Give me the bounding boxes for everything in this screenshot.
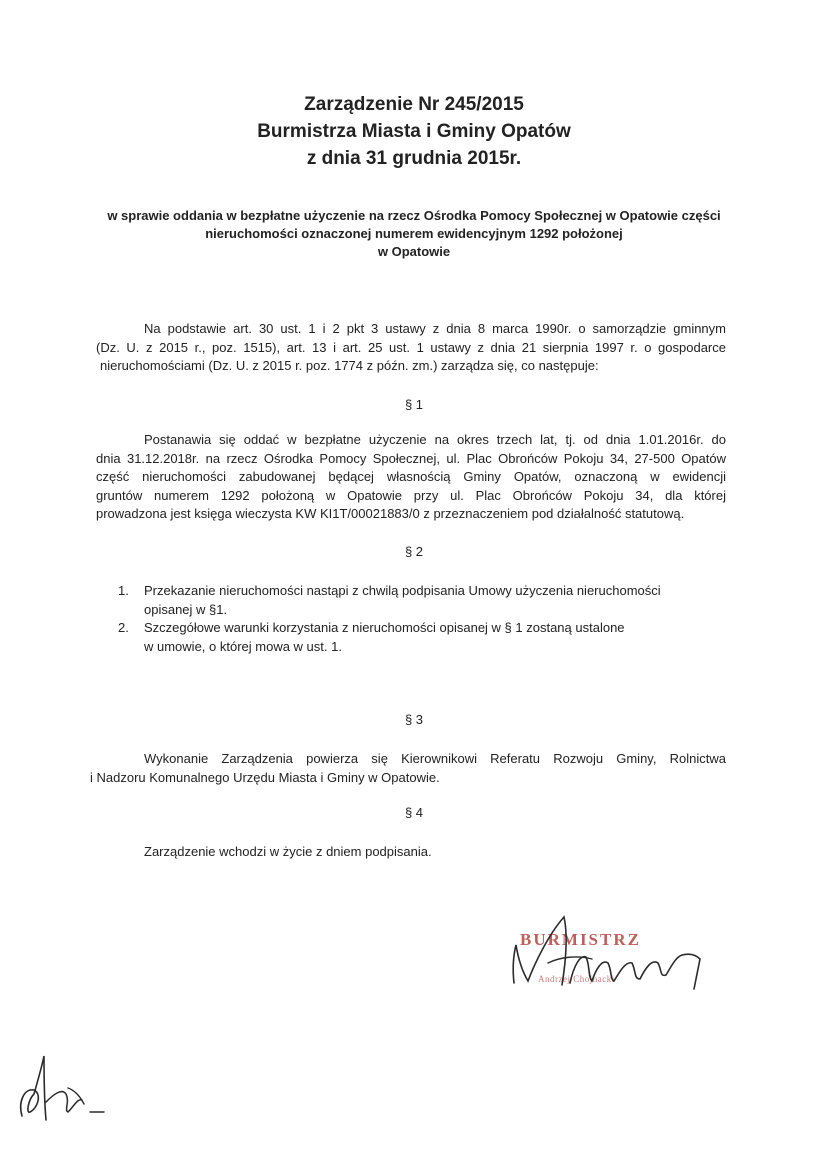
section-4-heading: § 4 [404, 805, 424, 820]
section-3-heading: § 3 [404, 712, 424, 727]
section-1-line: prowadzona jest księga wieczysta KW KI1T/00021883/0 z przeznaczeniem pod działalność statutową. [96, 506, 685, 521]
section-1-line: część nieruchomości zabudowanej będącej własnością Gminy Opatów, oznaczoną w ewidencji [96, 469, 726, 484]
section-3-line: i Nadzoru Komunalnego Urzędu Miasta i Gminy w Opatowie. [90, 769, 440, 785]
stamp-name: Andrzej Chojnacki [538, 974, 615, 984]
section-1-line: dnia 31.12.2018r. na rzecz Ośrodka Pomocy Społecznej, ul. Plac Obrońców Pokoju 34, 27-500 Opatów [96, 450, 726, 466]
section-1-paragraph [96, 431, 726, 524]
subject-line: w Opatowie [377, 244, 451, 259]
signature-icon [500, 905, 710, 995]
preamble-line: nieruchomościami (Dz. U. z 2015 r. poz. 1774 z późn. zm.) zarządza się, co następuje: [100, 358, 599, 373]
document-issuer: Burmistrza Miasta i Gminy Opatów [257, 121, 571, 142]
section-1-line: Postanawia się oddać w bezpłatne użyczenie na okres trzech lat, tj. od dnia 1.01.2016r. do [144, 432, 726, 447]
subject-line: w sprawie oddania w bezpłatne użyczenie na rzecz Ośrodka Pomocy Społecznej w Opatowie części [107, 208, 721, 223]
preamble-paragraph [96, 320, 726, 376]
document-date: z dnia 31 grudnia 2015r. [306, 148, 522, 169]
list-item-text: Przekazanie nieruchomości nastąpi z chwilą podpisania Umowy użyczenia nieruchomości [144, 583, 661, 598]
list-item-text: w umowie, o której mowa w ust. 1. [144, 638, 342, 654]
document-subject [60, 207, 768, 261]
list-item-number: 1. [118, 583, 129, 598]
list-item-text: Szczegółowe warunki korzystania z nieruchomości opisanej w § 1 zostaną ustalone [144, 620, 625, 635]
section-1-line: gruntów numerem 1292 położoną w Opatowie przy ul. Plac Obrońców Pokoju 34, dla której [96, 487, 726, 503]
preamble-line: Na podstawie art. 30 ust. 1 i 2 pkt 3 ustawy z dnia 8 marca 1990r. o samorządzie gminnym [144, 321, 726, 336]
section-4-paragraph [96, 843, 726, 862]
official-stamp [500, 905, 710, 995]
section-3-line: Wykonanie Zarządzenia powierza się Kierownikowi Referatu Rozwoju Gminy, Rolnictwa [144, 751, 726, 766]
preamble-line: (Dz. U. z 2015 r., poz. 1515), art. 13 i art. 25 ust. 1 ustawy z dnia 21 sierpnia 1997 r. o gospodarce [96, 339, 726, 355]
section-2-heading: § 2 [404, 544, 424, 559]
document-title: Zarządzenie Nr 245/2015 [304, 94, 524, 115]
section-1-heading: § 1 [404, 397, 424, 412]
list-item-number: 2. [118, 620, 129, 635]
list-item-text: opisanej w §1. [144, 601, 228, 617]
paraph-icon [8, 1050, 118, 1130]
section-3-paragraph [90, 750, 726, 787]
section-4-line: Zarządzenie wchodzi w życie z dniem podpisania. [144, 844, 432, 859]
subject-line: nieruchomości oznaczonej numerem ewidencyjnym 1292 położonej [205, 226, 623, 241]
stamp-title: BURMISTRZ [520, 930, 641, 949]
